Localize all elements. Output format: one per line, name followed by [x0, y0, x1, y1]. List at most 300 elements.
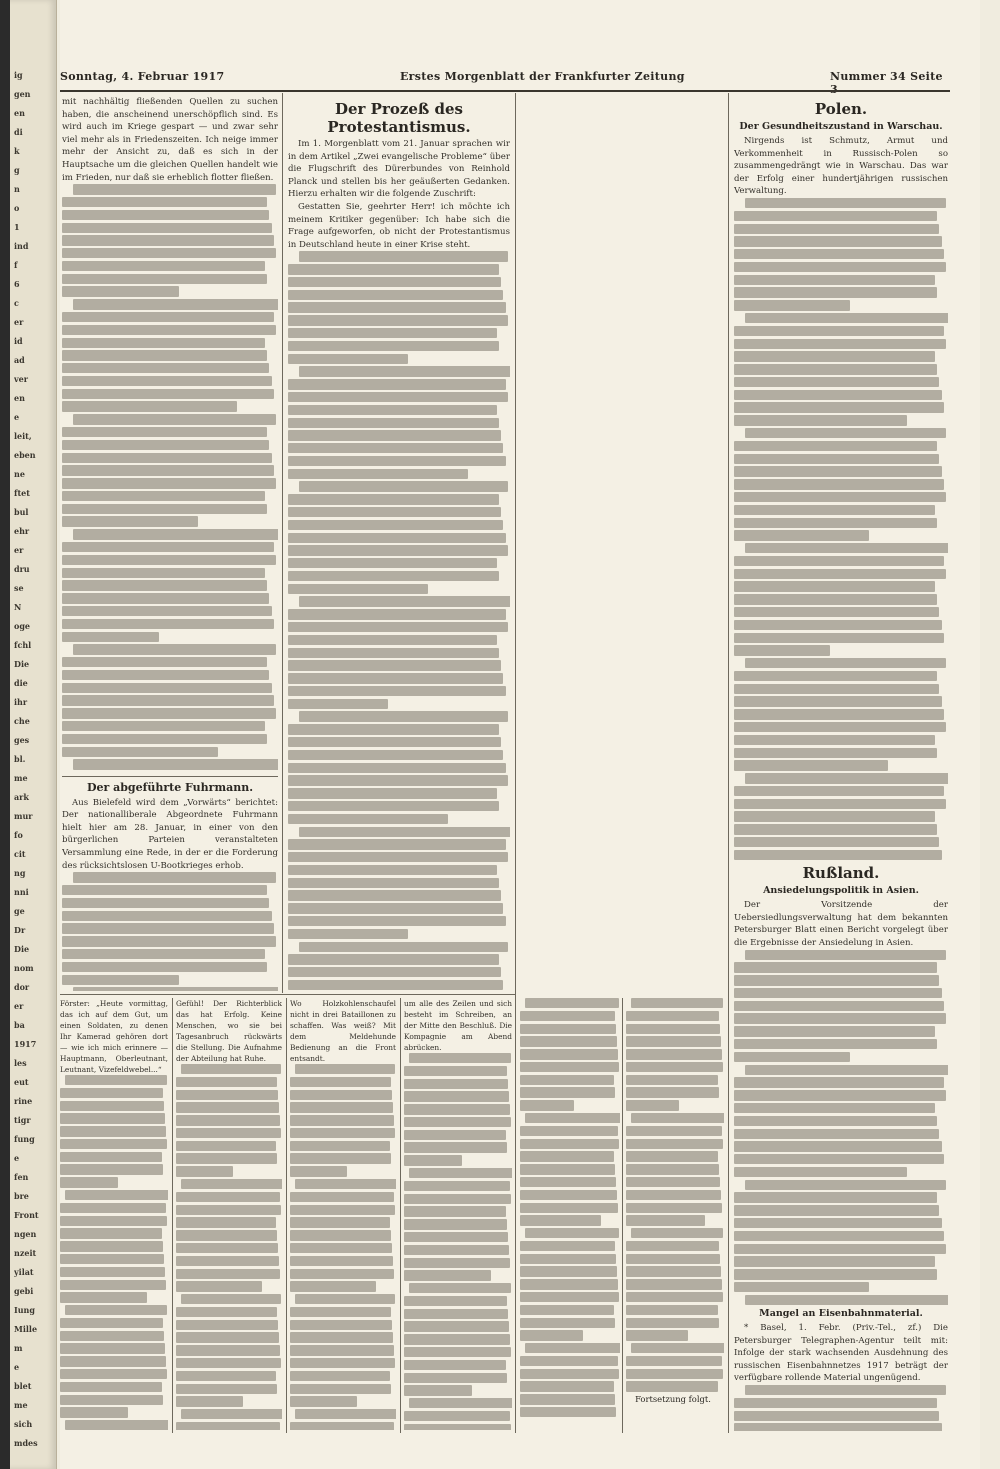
binding-fragment: yilat — [14, 1267, 34, 1277]
text-line — [525, 1343, 620, 1353]
text-line — [73, 414, 276, 424]
text-line — [734, 1269, 937, 1279]
text-line — [734, 326, 944, 336]
text-line — [734, 594, 937, 604]
text-line — [62, 619, 274, 629]
text-line — [60, 1088, 163, 1098]
text-line — [62, 670, 269, 680]
binding-fragment: er — [14, 545, 24, 555]
text-line — [62, 632, 159, 642]
text-line — [62, 286, 179, 296]
text-line — [734, 799, 946, 809]
text-line — [404, 1411, 510, 1421]
text-line — [60, 1113, 165, 1123]
text-line — [404, 1424, 511, 1430]
text-line — [60, 1126, 166, 1136]
binding-fragment: leit, — [14, 431, 32, 441]
text-line — [734, 735, 935, 745]
text-line — [734, 633, 944, 643]
feuilleton-col-c-text: Wo Holzkohlenschaufel nicht in drei Bataillonen zu schaffen. Was weiß? Mit dem Meldehunde Bedienung an die Front entsandt. — [290, 999, 396, 1063]
text-line — [176, 1192, 280, 1202]
text-line — [734, 1231, 944, 1241]
text-line — [631, 1343, 724, 1353]
feuilleton-col-e — [520, 998, 620, 1430]
text-line — [288, 405, 497, 415]
column-divider — [515, 93, 516, 1433]
text-line — [176, 1153, 277, 1163]
text-line — [734, 211, 937, 221]
binding-fragment: Iung — [14, 1305, 35, 1315]
text-line — [734, 645, 830, 655]
text-line — [288, 839, 506, 849]
text-line — [626, 1266, 721, 1276]
text-line — [60, 1407, 128, 1417]
text-line — [288, 328, 497, 338]
text-line — [734, 1026, 935, 1036]
text-line — [404, 1117, 511, 1127]
text-line — [734, 1205, 939, 1215]
text-line — [404, 1309, 508, 1319]
text-line — [290, 1269, 394, 1279]
text-line — [60, 1382, 162, 1392]
text-line — [290, 1345, 394, 1355]
text-line — [288, 724, 499, 734]
text-line — [62, 210, 269, 220]
text-line — [734, 402, 944, 412]
text-line — [626, 1305, 718, 1315]
text-line — [626, 1369, 723, 1379]
text-line — [734, 262, 946, 272]
text-line — [525, 998, 619, 1008]
text-line — [62, 427, 267, 437]
text-line — [626, 1381, 718, 1391]
binding-fragment: eben — [14, 450, 36, 460]
text-line — [299, 251, 508, 261]
text-line — [288, 277, 501, 287]
text-line — [404, 1091, 509, 1101]
text-line — [295, 1409, 396, 1419]
text-line — [734, 722, 946, 732]
text-line — [404, 1258, 510, 1268]
col3-text-block — [734, 198, 948, 860]
col1-article2-title: Der abgeführte Fuhrmann. — [86, 780, 254, 794]
text-line — [290, 1281, 376, 1291]
text-line — [288, 469, 468, 479]
binding-fragment: die — [14, 678, 28, 688]
text-line — [404, 1232, 508, 1242]
text-line — [626, 1087, 719, 1097]
text-line — [176, 1345, 280, 1355]
binding-fragment: g — [14, 165, 20, 175]
text-line — [181, 1409, 282, 1419]
section-divider — [62, 776, 278, 777]
text-line — [520, 1266, 617, 1276]
text-line — [734, 1256, 935, 1266]
binding-shadow — [0, 0, 10, 1469]
text-line — [176, 1230, 277, 1240]
text-line — [290, 1307, 391, 1317]
text-line — [62, 936, 276, 946]
text-line — [62, 683, 272, 693]
text-line — [734, 811, 935, 821]
text-line — [65, 1075, 167, 1085]
text-line — [734, 1398, 937, 1408]
text-line — [404, 1334, 510, 1344]
text-line — [626, 1190, 721, 1200]
russia-text: Der Vorsitzende der Uebersiedlungsverwaltung hat dem bekannten Petersburger Blatt einen Bericht vorgelegt über die Ergebnisse der Ansiedelung in Asien. — [734, 900, 948, 948]
feuilleton-col-c — [290, 998, 396, 1430]
text-line — [734, 1141, 942, 1151]
text-line — [60, 1216, 167, 1226]
text-line — [520, 1164, 615, 1174]
text-line — [626, 1203, 722, 1213]
text-line — [73, 759, 278, 769]
binding-fragment: me — [14, 773, 28, 783]
text-line — [288, 290, 503, 300]
binding-fragment: ihr — [14, 697, 28, 707]
text-line — [290, 1115, 394, 1125]
text-line — [734, 1090, 946, 1100]
text-line — [288, 558, 497, 568]
binding-fragment: di — [14, 127, 23, 137]
text-line — [288, 430, 501, 440]
text-line — [520, 1126, 618, 1136]
russia-subtitle: Ansiedelungspolitik in Asien. — [763, 885, 919, 897]
text-line — [176, 1281, 262, 1291]
text-line — [734, 1039, 937, 1049]
binding-fragment: ad — [14, 355, 25, 365]
text-line — [626, 1318, 719, 1328]
text-line — [288, 737, 501, 747]
text-line — [734, 1244, 946, 1254]
text-line — [288, 456, 506, 466]
text-line — [520, 1087, 615, 1097]
text-line — [734, 962, 937, 972]
text-line — [745, 773, 948, 783]
text-line — [62, 898, 269, 908]
text-line — [288, 865, 497, 875]
text-line — [626, 1011, 719, 1021]
feuilleton-col-d — [404, 998, 512, 1430]
text-line — [290, 1153, 391, 1163]
text-line — [288, 686, 506, 696]
text-line — [626, 1049, 722, 1059]
feuilleton-col-a-block — [60, 1075, 168, 1430]
text-line — [734, 684, 939, 694]
text-line — [288, 507, 501, 517]
feuilleton-rule — [60, 994, 515, 995]
text-line — [176, 1243, 278, 1253]
text-line — [520, 1356, 618, 1366]
text-line — [290, 1371, 390, 1381]
text-line — [290, 1243, 392, 1253]
binding-fragment: ark — [14, 792, 29, 802]
text-line — [520, 1394, 615, 1404]
text-line — [62, 440, 269, 450]
binding-fragment: Mille — [14, 1324, 38, 1334]
text-line — [288, 980, 503, 990]
feuilleton-col-d-block — [404, 1053, 512, 1430]
page-header — [60, 70, 950, 96]
text-line — [520, 1049, 618, 1059]
text-line — [745, 198, 946, 208]
text-line — [404, 1155, 462, 1165]
text-line — [176, 1269, 280, 1279]
text-line — [520, 1177, 616, 1187]
text-line — [734, 850, 942, 860]
binding-fragment: f — [14, 260, 18, 270]
text-line — [288, 648, 499, 658]
text-line — [299, 366, 510, 376]
text-line — [745, 658, 946, 668]
text-line — [520, 1381, 614, 1391]
binding-fragment: ver — [14, 374, 28, 384]
binding-fragment: Dr — [14, 925, 26, 935]
text-line — [520, 1318, 615, 1328]
text-line — [290, 1332, 393, 1342]
feuilleton-divider — [400, 998, 401, 1433]
text-line — [626, 1292, 723, 1302]
text-line — [626, 1177, 720, 1187]
text-line — [520, 1062, 619, 1072]
text-line — [404, 1066, 507, 1076]
text-line — [734, 1218, 942, 1228]
text-line — [288, 750, 503, 760]
text-line — [734, 569, 946, 579]
text-line — [60, 1254, 164, 1264]
text-line — [176, 1128, 281, 1138]
text-line — [290, 1384, 391, 1394]
text-line — [520, 1203, 618, 1213]
binding-fragment: e — [14, 1153, 20, 1163]
text-line — [176, 1422, 280, 1430]
col2-intro: Im 1. Morgenblatt vom 21. Januar sprachen wir in dem Artikel „Zwei evangelische Probleme“ über die Flugschrift des Dürerbundes von Reinhold Planck und stellen bis her geäußerten Gedanken. Hierzu erhalten wir die folgende Zuschrift: — [288, 139, 510, 200]
binding-fragment: N — [14, 602, 22, 612]
text-line — [62, 478, 276, 488]
text-line — [745, 1295, 948, 1305]
text-line — [626, 1036, 721, 1046]
binding-fragment: Die — [14, 944, 30, 954]
text-line — [60, 1369, 167, 1379]
text-line — [734, 786, 944, 796]
binding-fragment: gebi — [14, 1286, 34, 1296]
text-line — [626, 1215, 705, 1225]
binding-fragment: o — [14, 203, 20, 213]
col2-body: Gestatten Sie, geehrter Herr! ich möchte ich meinem Kritiker gegenüber: Ich habe sich die Frage aufgeworfen, ob nicht der Protestantismus in Deutschland heute in einer Krise steht. — [288, 201, 510, 250]
column-divider — [282, 93, 283, 993]
text-line — [734, 518, 937, 528]
text-line — [520, 1036, 617, 1046]
text-line — [734, 824, 937, 834]
text-line — [62, 949, 265, 959]
text-line — [62, 223, 272, 233]
text-line — [734, 1282, 869, 1292]
text-line — [299, 711, 508, 721]
text-line — [626, 1164, 719, 1174]
text-line — [60, 1177, 118, 1187]
binding-fragment: fung — [14, 1134, 35, 1144]
binding-fragment: fo — [14, 830, 23, 840]
text-line — [734, 249, 944, 259]
feuilleton-col-d-text: um alle des Zeilen und sich besteht im Schreiben, an der Mitte den Beschluß. Die Kompagnie am Abend abrücken. — [404, 999, 512, 1052]
text-line — [626, 1126, 722, 1136]
text-line — [288, 852, 508, 862]
newspaper-page — [60, 0, 980, 1469]
text-line — [288, 315, 508, 325]
text-line — [62, 708, 276, 718]
text-line — [62, 923, 274, 933]
binding-fragment: ftet — [14, 488, 30, 498]
text-line — [404, 1130, 506, 1140]
binding-fragment: cit — [14, 849, 26, 859]
text-line — [288, 903, 503, 913]
text-line — [73, 184, 276, 194]
text-line — [176, 1307, 277, 1317]
binding-fragment: ig — [14, 70, 23, 80]
text-line — [176, 1396, 243, 1406]
text-line — [299, 827, 510, 837]
text-line — [299, 596, 510, 606]
text-line — [404, 1245, 509, 1255]
text-line — [404, 1270, 491, 1280]
text-line — [288, 379, 506, 389]
feuilleton-col-f — [626, 998, 724, 1430]
text-line — [734, 339, 946, 349]
text-line — [73, 529, 278, 539]
text-line — [734, 1129, 939, 1139]
text-line — [734, 441, 937, 451]
binding-fragment: mur — [14, 811, 33, 821]
text-line — [290, 1192, 394, 1202]
binding-fragment: ne — [14, 469, 25, 479]
mangel-title: Mangel an Eisenbahnmaterial. — [759, 1308, 923, 1320]
col2-text-block — [288, 251, 510, 991]
text-line — [62, 401, 237, 411]
text-line — [288, 545, 508, 555]
text-line — [62, 555, 276, 565]
text-line — [288, 533, 506, 543]
text-line — [734, 479, 944, 489]
text-line — [60, 1280, 166, 1290]
binding-fragment: oge — [14, 621, 31, 631]
binding-fragment: en — [14, 393, 25, 403]
binding-fragment: n — [14, 184, 20, 194]
text-line — [290, 1128, 395, 1138]
text-line — [734, 415, 907, 425]
text-line — [62, 453, 272, 463]
text-line — [60, 1101, 164, 1111]
text-line — [734, 1001, 944, 1011]
text-line — [734, 275, 935, 285]
text-line — [62, 338, 265, 348]
text-line — [62, 376, 272, 386]
text-line — [62, 274, 267, 284]
text-line — [520, 1190, 617, 1200]
text-line — [181, 1294, 281, 1304]
text-line — [520, 1241, 615, 1251]
binding-fragment: bre — [14, 1191, 29, 1201]
text-line — [181, 1179, 282, 1189]
binding-fragment: nni — [14, 887, 29, 897]
text-line — [62, 747, 218, 757]
text-line — [520, 1279, 618, 1289]
text-line — [62, 580, 267, 590]
text-line — [288, 392, 508, 402]
binding-fragment: ges — [14, 735, 30, 745]
text-line — [734, 837, 939, 847]
text-line — [62, 962, 267, 972]
text-line — [520, 1254, 616, 1264]
text-line — [295, 1294, 395, 1304]
text-line — [626, 1241, 719, 1251]
text-line — [60, 1164, 163, 1174]
header-date: Sonntag, 4. Februar 1917 — [60, 70, 225, 83]
text-line — [290, 1102, 393, 1112]
text-line — [60, 1343, 165, 1353]
column-2 — [288, 96, 510, 991]
binding-fragment: er — [14, 317, 24, 327]
text-line — [176, 1217, 276, 1227]
binding-fragment: er — [14, 1001, 24, 1011]
text-line — [626, 1139, 723, 1149]
text-line — [520, 1139, 619, 1149]
text-line — [745, 1180, 946, 1190]
text-line — [73, 872, 276, 882]
text-line — [176, 1256, 279, 1266]
text-line — [290, 1422, 394, 1430]
text-line — [176, 1090, 278, 1100]
text-line — [626, 1151, 718, 1161]
text-line — [626, 1279, 722, 1289]
text-line — [734, 236, 942, 246]
binding-fragment: bul — [14, 507, 29, 517]
binding-fragment: se — [14, 583, 24, 593]
text-line — [62, 542, 274, 552]
mangel-block — [734, 1385, 948, 1431]
text-line — [288, 418, 499, 428]
text-line — [290, 1217, 390, 1227]
text-line — [288, 354, 408, 364]
text-line — [288, 763, 506, 773]
text-line — [290, 1320, 392, 1330]
text-line — [288, 916, 506, 926]
binding-fragment: sich — [14, 1419, 33, 1429]
text-line — [176, 1384, 277, 1394]
text-line — [404, 1296, 507, 1306]
text-line — [404, 1360, 506, 1370]
text-line — [176, 1102, 279, 1112]
binding-fragment: les — [14, 1058, 27, 1068]
text-line — [734, 1103, 935, 1113]
binding-fragment: nzeit — [14, 1248, 37, 1258]
text-line — [295, 1179, 396, 1189]
text-line — [734, 466, 942, 476]
text-line — [734, 1077, 944, 1087]
text-line — [404, 1079, 508, 1089]
text-line — [520, 1215, 601, 1225]
text-line — [288, 673, 503, 683]
text-line — [290, 1358, 395, 1368]
text-line — [734, 709, 944, 719]
text-line — [288, 520, 503, 530]
text-line — [734, 1116, 937, 1126]
text-line — [62, 516, 198, 526]
text-line — [288, 494, 499, 504]
text-line — [409, 1283, 511, 1293]
text-line — [404, 1347, 511, 1357]
text-line — [62, 606, 272, 616]
text-line — [62, 235, 274, 245]
